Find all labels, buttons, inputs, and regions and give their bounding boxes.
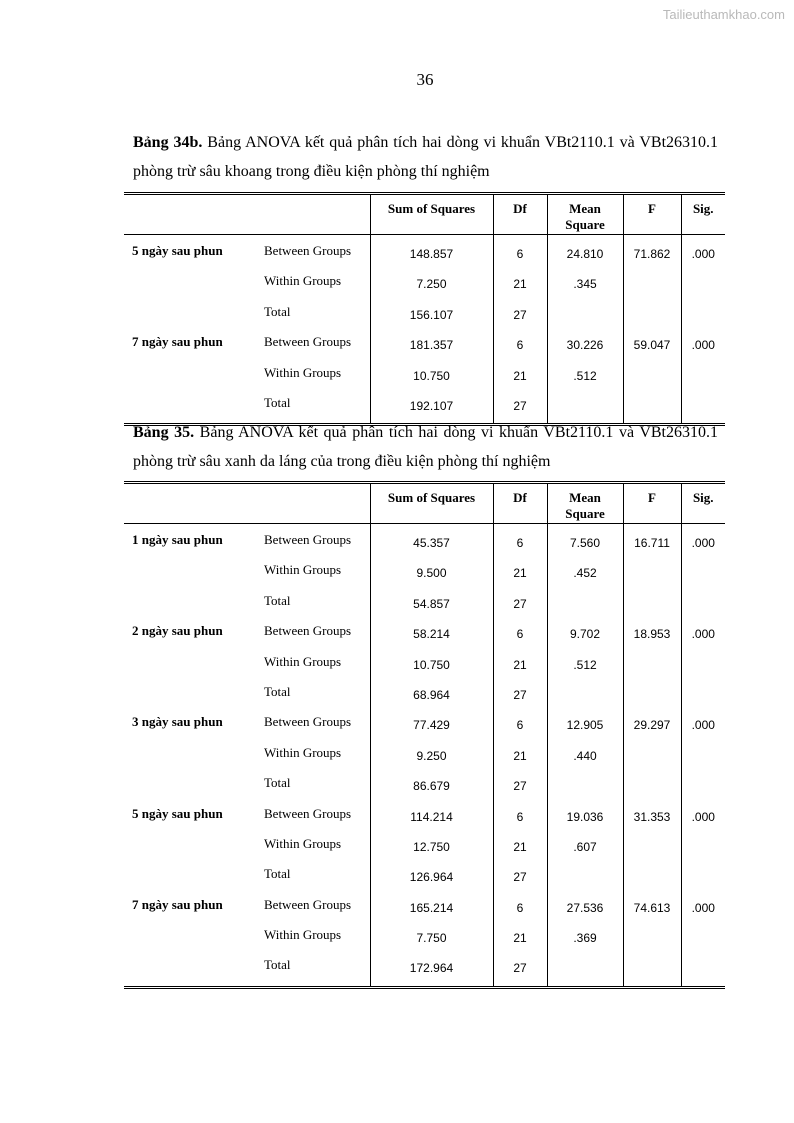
cell-mean-square [547, 955, 623, 987]
group-label [124, 652, 253, 682]
cell-sig [681, 271, 725, 301]
cell-f: 29.297 [623, 712, 681, 742]
cell-sum-of-squares: 58.214 [370, 621, 493, 651]
cell-mean-square [547, 302, 623, 332]
cell-sig: .000 [691, 718, 715, 733]
cell-f [623, 363, 681, 393]
cell-sig [681, 302, 725, 332]
cell-f [623, 743, 681, 773]
row-type: Within Groups [253, 743, 370, 773]
cell-f [623, 864, 681, 894]
table-row [124, 530, 725, 560]
header-sig: Sig. [692, 490, 714, 505]
cell-f [623, 682, 681, 712]
group-label: 1 ngày sau phun [132, 532, 223, 547]
cell-sum-of-squares: 77.429 [370, 712, 493, 742]
cell-f: 16.711 [623, 530, 681, 560]
page-number: 36 [416, 70, 434, 89]
table-row [124, 925, 725, 955]
group-label [124, 955, 253, 987]
cell-sum-of-squares: 7.250 [370, 271, 493, 301]
cell-sig [681, 925, 725, 955]
cell-sum-of-squares: 156.107 [370, 302, 493, 332]
cell-sig: .000 [691, 809, 715, 824]
cell-sig [681, 682, 725, 712]
table-row [124, 743, 725, 773]
row-type: Within Groups [253, 271, 370, 301]
cell-mean-square [547, 864, 623, 894]
cell-sig [681, 955, 725, 987]
cell-df: 6 [493, 804, 547, 834]
cell-mean-square: .440 [547, 743, 623, 773]
cell-f [623, 560, 681, 590]
cell-mean-square: 24.810 [547, 241, 623, 271]
table-row [124, 652, 725, 682]
cell-f: 18.953 [623, 621, 681, 651]
header-mean-square: Mean Square [547, 194, 623, 235]
header-sum-of-squares: Sum of Squares [370, 194, 493, 235]
table-row [124, 302, 725, 332]
cell-df: 27 [493, 302, 547, 332]
cell-f: 31.353 [623, 804, 681, 834]
table-row [124, 955, 725, 987]
header-f: F [623, 194, 681, 235]
row-type: Total [253, 864, 370, 894]
cell-df: 21 [493, 271, 547, 301]
table-row [124, 591, 725, 621]
row-type: Between Groups [253, 332, 370, 362]
cell-df: 6 [493, 530, 547, 560]
cell-f [623, 834, 681, 864]
row-type: Between Groups [253, 712, 370, 742]
cell-mean-square: 27.536 [547, 895, 623, 925]
table-row [124, 363, 725, 393]
table-row [124, 682, 725, 712]
table-row [124, 773, 725, 803]
table-row [124, 332, 725, 362]
header-empty [253, 194, 370, 235]
header-df: Df [493, 194, 547, 235]
cell-sig: .000 [691, 627, 715, 642]
header-mean-square: Mean Square [547, 483, 623, 524]
cell-sig: .000 [691, 900, 715, 915]
cell-mean-square: 12.905 [547, 712, 623, 742]
cell-df: 27 [493, 682, 547, 712]
cell-mean-square: .345 [547, 271, 623, 301]
cell-df: 27 [493, 591, 547, 621]
row-type: Between Groups [253, 621, 370, 651]
cell-f: 59.047 [623, 332, 681, 362]
cell-sum-of-squares: 54.857 [370, 591, 493, 621]
row-type: Within Groups [253, 652, 370, 682]
cell-mean-square: .512 [547, 363, 623, 393]
cell-f: 74.613 [623, 895, 681, 925]
cell-mean-square: .452 [547, 560, 623, 590]
cell-sig: .000 [691, 338, 715, 353]
cell-f [623, 955, 681, 987]
cell-sum-of-squares: 172.964 [370, 955, 493, 987]
cell-df: 27 [493, 955, 547, 987]
cell-sum-of-squares: 9.500 [370, 560, 493, 590]
cell-sum-of-squares: 114.214 [370, 804, 493, 834]
cell-mean-square: 9.702 [547, 621, 623, 651]
header-empty [124, 194, 253, 235]
cell-sig [681, 773, 725, 803]
cell-sum-of-squares: 7.750 [370, 925, 493, 955]
cell-sum-of-squares: 181.357 [370, 332, 493, 362]
cell-df: 21 [493, 834, 547, 864]
row-type: Between Groups [253, 530, 370, 560]
cell-df: 6 [493, 332, 547, 362]
group-label: 7 ngày sau phun [132, 334, 223, 350]
cell-f [623, 271, 681, 301]
header-df: Df [493, 483, 547, 524]
cell-mean-square [547, 773, 623, 803]
caption-text: Bảng ANOVA kết quả phân tích hai dòng vi khuẩn VBt2110.1 và VBt26310.1 phòng trừ sâu xanh da láng của trong điều kiện phòng thí nghiệm [133, 424, 719, 470]
cell-df: 27 [493, 773, 547, 803]
group-label [124, 271, 253, 301]
group-label: 5 ngày sau phun [132, 243, 223, 258]
group-label [124, 834, 253, 864]
row-type: Total [253, 591, 370, 621]
group-label: 3 ngày sau phun [132, 714, 223, 730]
group-label [124, 363, 253, 393]
cell-sum-of-squares: 12.750 [370, 834, 493, 864]
group-label [124, 591, 253, 621]
header-sig: Sig. [692, 201, 714, 216]
table-34b-caption [133, 128, 718, 186]
cell-sum-of-squares: 9.250 [370, 743, 493, 773]
header-empty [253, 483, 370, 524]
cell-df: 6 [493, 895, 547, 925]
table-row [124, 241, 725, 271]
group-label: 5 ngày sau phun [132, 805, 223, 821]
table-row [124, 712, 725, 742]
table-row [124, 895, 725, 925]
row-type: Total [253, 682, 370, 712]
group-label [124, 773, 253, 803]
row-type: Within Groups [253, 363, 370, 393]
anova-table-34b [124, 192, 725, 426]
row-type: Within Groups [253, 834, 370, 864]
group-label: 2 ngày sau phun [132, 623, 223, 639]
cell-mean-square [547, 682, 623, 712]
cell-df: 6 [493, 712, 547, 742]
group-label [124, 864, 253, 894]
group-label: 7 ngày sau phun [132, 896, 223, 912]
group-label [124, 743, 253, 773]
cell-sum-of-squares: 192.107 [370, 393, 493, 425]
cell-sig [681, 591, 725, 621]
row-type: Within Groups [253, 925, 370, 955]
cell-mean-square: .512 [547, 652, 623, 682]
row-type: Within Groups [253, 560, 370, 590]
anova-table-35 [124, 481, 725, 989]
cell-sig [681, 864, 725, 894]
row-type: Between Groups [253, 804, 370, 834]
cell-df: 21 [493, 652, 547, 682]
caption-label: Bảng 34b. [133, 134, 203, 151]
table-header-row [124, 194, 725, 235]
cell-sig: .000 [691, 536, 715, 550]
table-row [124, 560, 725, 590]
row-type: Between Groups [253, 895, 370, 925]
caption-label: Bảng 35. [133, 424, 195, 441]
table-row [124, 864, 725, 894]
cell-mean-square: 7.560 [547, 530, 623, 560]
row-type: Total [253, 393, 370, 425]
header-sum-of-squares: Sum of Squares [370, 483, 493, 524]
row-type: Total [253, 302, 370, 332]
cell-df: 27 [493, 393, 547, 425]
table-row [124, 271, 725, 301]
cell-mean-square: 19.036 [547, 804, 623, 834]
cell-mean-square [547, 591, 623, 621]
caption-text: Bảng ANOVA kết quả phân tích hai dòng vi khuẩn VBt2110.1 và VBt26310.1 phòng trừ sâu khoang trong điều kiện phòng thí nghiệm [133, 134, 719, 180]
cell-mean-square: .607 [547, 834, 623, 864]
cell-sum-of-squares: 126.964 [370, 864, 493, 894]
cell-df: 21 [493, 743, 547, 773]
cell-sum-of-squares: 148.857 [370, 241, 493, 271]
row-type: Total [253, 955, 370, 987]
row-type: Between Groups [253, 241, 370, 271]
table-35-caption [133, 418, 718, 476]
cell-sum-of-squares: 10.750 [370, 652, 493, 682]
cell-f [623, 652, 681, 682]
table-row [124, 804, 725, 834]
cell-f [623, 925, 681, 955]
table-row [124, 621, 725, 651]
cell-sig [681, 560, 725, 590]
cell-sum-of-squares: 45.357 [370, 530, 493, 560]
cell-sum-of-squares: 10.750 [370, 363, 493, 393]
cell-sig [681, 834, 725, 864]
group-label [124, 560, 253, 590]
cell-df: 21 [493, 363, 547, 393]
cell-sig [681, 652, 725, 682]
table-header-row [124, 483, 725, 524]
group-label [124, 682, 253, 712]
cell-sum-of-squares: 68.964 [370, 682, 493, 712]
cell-mean-square: .369 [547, 925, 623, 955]
cell-sig [681, 743, 725, 773]
cell-sum-of-squares: 86.679 [370, 773, 493, 803]
cell-mean-square: 30.226 [547, 332, 623, 362]
cell-df: 6 [493, 621, 547, 651]
cell-df: 21 [493, 560, 547, 590]
cell-f [623, 773, 681, 803]
row-type: Total [253, 773, 370, 803]
cell-f: 71.862 [623, 241, 681, 271]
cell-df: 27 [493, 864, 547, 894]
header-f: F [623, 483, 681, 524]
watermark: Tailieuthamkhao.com [662, 7, 785, 22]
group-label [124, 925, 253, 955]
cell-f [623, 302, 681, 332]
cell-df: 6 [493, 241, 547, 271]
cell-sig: .000 [691, 247, 715, 261]
cell-sum-of-squares: 165.214 [370, 895, 493, 925]
cell-df: 21 [493, 925, 547, 955]
table-row [124, 834, 725, 864]
group-label [124, 302, 253, 332]
cell-sig [681, 363, 725, 393]
header-empty [124, 483, 253, 524]
cell-f [623, 591, 681, 621]
